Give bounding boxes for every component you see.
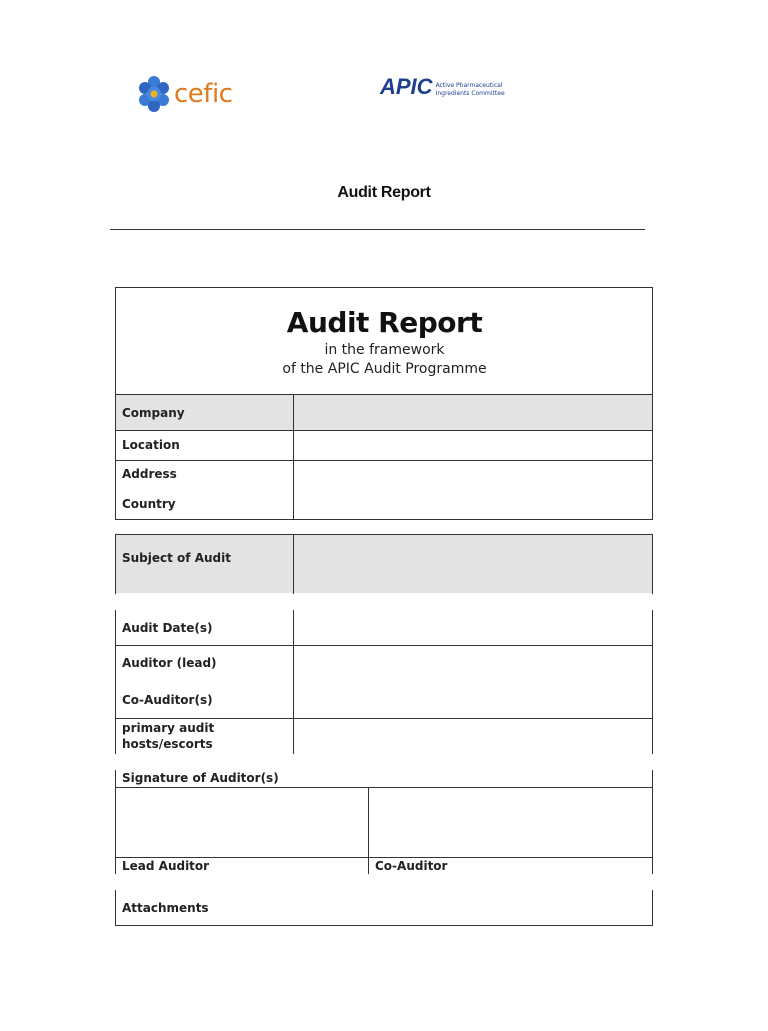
title-divider [110,229,645,230]
header-box-top [115,287,653,288]
auditors-field[interactable] [295,646,651,717]
form-subtitle-1: in the framework [324,342,445,358]
apic-logo-sub-2: Ingredients Committee [435,90,505,97]
attachments-right [652,890,653,926]
subject-row-left [115,534,116,594]
audit-table-left [115,610,116,754]
apic-logo-sub-1: Active Pharmaceutical [435,82,503,89]
attachments-label: Attachments [122,901,209,915]
subject-row-top [115,534,653,535]
address-field[interactable] [295,461,651,518]
audit-dates-field[interactable] [295,611,651,644]
company-label: Company [122,406,185,420]
hosts-label-line-1: primary audit [122,721,215,735]
signature-table-right [652,770,653,874]
form-title: Audit Report [286,306,483,339]
company-table-left [115,394,116,520]
attachments-bottom [115,925,653,926]
cefic-logo-text: cefic [174,79,233,109]
attachments-left [115,890,116,926]
signature-divider [368,787,369,874]
apic-logo-subtext [436,82,505,98]
country-label: Country [122,497,176,511]
company-table-divider [293,394,294,520]
location-label: Location [122,438,180,452]
lead-auditor-label: Lead Auditor [122,859,210,873]
subject-row-divider [293,534,294,594]
audit-table-right [652,610,653,754]
address-label: Address [122,467,177,481]
co-auditor-signature-field[interactable] [370,789,651,856]
apic-logo [380,74,505,100]
form-subtitle-2: of the APIC Audit Programme [282,361,487,377]
co-auditor-label: Co-Auditor [375,859,448,873]
subject-label: Subject of Audit [122,551,231,565]
signature-label: Signature of Auditor(s) [122,771,279,785]
location-field[interactable] [295,431,651,459]
subject-row-right [652,534,653,594]
company-table-right [652,394,653,520]
audit-table-divider [293,610,294,754]
attachments-field[interactable] [230,891,650,924]
hosts-label-line-2: hosts/escorts [122,737,213,751]
subject-field[interactable] [295,536,651,592]
co-auditors-label: Co-Auditor(s) [122,693,213,707]
cefic-flower-icon [136,74,172,114]
address-row-bottom [115,519,653,520]
company-row-top [115,394,653,395]
cefic-logo [136,74,232,114]
signature-table-left [115,770,116,874]
hosts-field[interactable] [295,719,651,753]
apic-logo-text: APIC [380,74,433,99]
header-box-left [115,287,116,395]
signature-box-top [115,787,653,788]
signature-box-bottom [115,857,653,858]
header-box-right [652,287,653,395]
lead-auditor-signature-field[interactable] [117,789,367,856]
document-title: Audit Report [337,184,431,201]
auditor-lead-label: Auditor (lead) [122,656,217,670]
audit-dates-label: Audit Date(s) [122,621,213,635]
company-field[interactable] [295,396,651,429]
